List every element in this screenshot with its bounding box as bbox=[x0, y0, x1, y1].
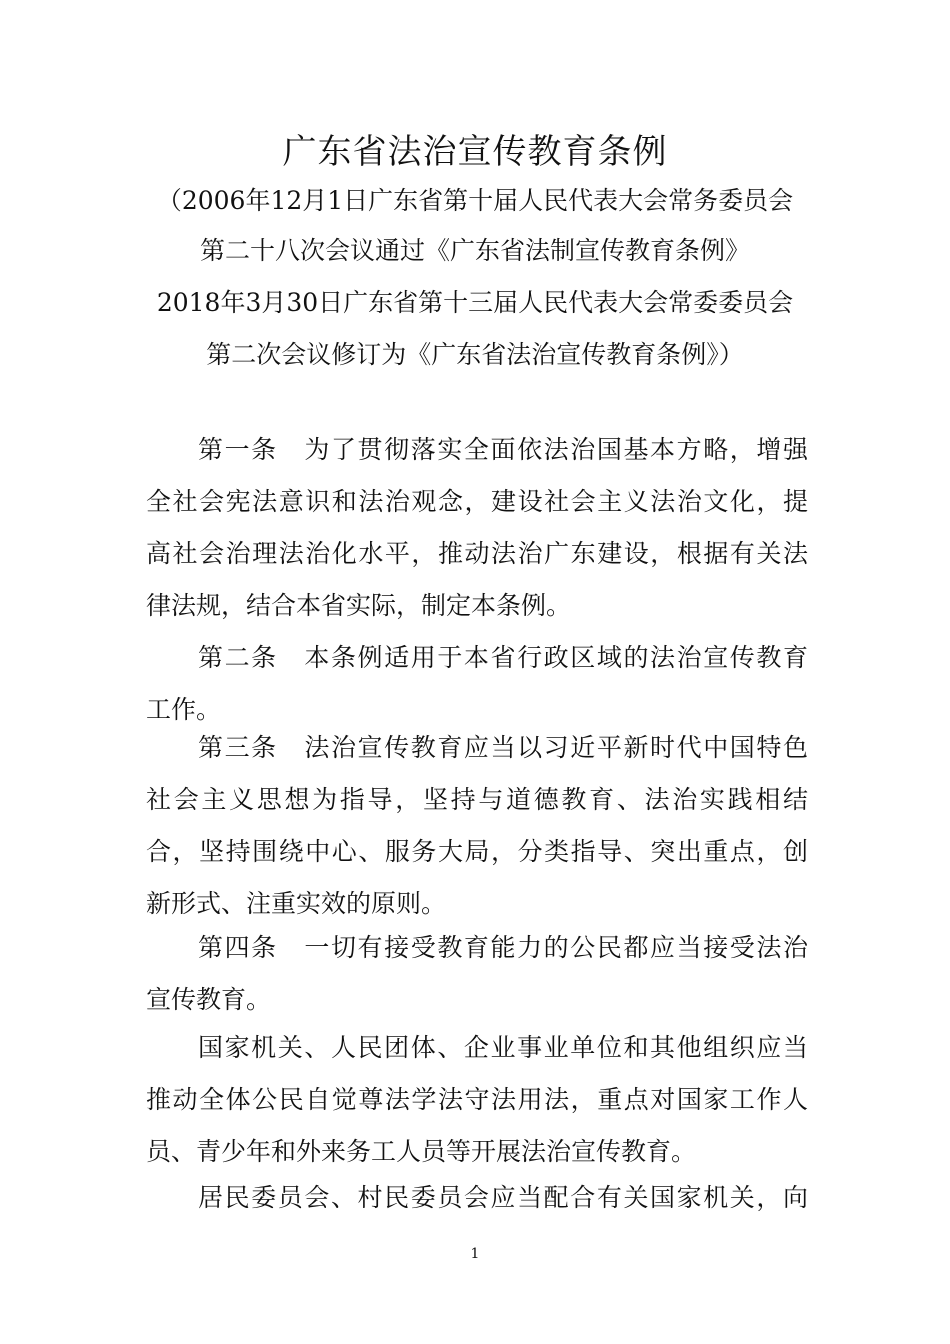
article-1-paragraph bbox=[146, 424, 808, 632]
article-4-paragraph-3 bbox=[146, 1172, 808, 1224]
document-title: 广东省法治宣传教育条例 bbox=[282, 132, 668, 172]
header-line-3: 2018年3月30日广东省第十三届人民代表大会常委委员会 bbox=[156, 288, 794, 317]
body-line: 第四条 一切有接受教育能力的公民都应当接受法治 bbox=[198, 933, 808, 962]
body-line: 居民委员会、村民委员会应当配合有关国家机关，向 bbox=[198, 1183, 808, 1212]
body-line: 工作。 bbox=[146, 695, 222, 724]
article-4-paragraph-2 bbox=[146, 1022, 808, 1178]
body-line: 国家机关、人民团体、企业事业单位和其他组织应当 bbox=[198, 1033, 808, 1062]
article-4-paragraph bbox=[146, 922, 808, 1026]
page-number: 1 bbox=[470, 1246, 480, 1262]
body-line: 高社会治理法治化水平，推动法治广东建设，根据有关法 bbox=[146, 539, 808, 568]
body-line: 律法规，结合本省实际，制定本条例。 bbox=[146, 591, 572, 620]
body-line: 员、青少年和外来务工人员等开展法治宣传教育。 bbox=[146, 1137, 697, 1166]
header-line-2: 第二十八次会议通过《广东省法制宣传教育条例》 bbox=[199, 236, 750, 265]
header-line-1: （2006年12月1日广东省第十届人民代表大会常务委员会 bbox=[156, 186, 794, 215]
body-line: 第二条 本条例适用于本省行政区域的法治宣传教育 bbox=[198, 643, 808, 672]
body-line: 新形式、注重实效的原则。 bbox=[146, 889, 447, 918]
body-line: 第三条 法治宣传教育应当以习近平新时代中国特色 bbox=[198, 733, 808, 762]
body-line: 推动全体公民自觉尊法学法守法用法，重点对国家工作人 bbox=[146, 1085, 808, 1114]
header-line-4: 第二次会议修订为《广东省法治宣传教育条例》） bbox=[206, 340, 744, 369]
body-line: 宣传教育。 bbox=[146, 985, 272, 1014]
body-line: 社会主义思想为指导，坚持与道德教育、法治实践相结 bbox=[146, 785, 808, 814]
body-line: 第一条 为了贯彻落实全面依法治国基本方略，增强 bbox=[198, 435, 808, 464]
article-2-paragraph bbox=[146, 632, 808, 736]
body-line: 合，坚持围绕中心、服务大局，分类指导、突出重点，创 bbox=[146, 837, 808, 866]
article-3-paragraph bbox=[146, 722, 808, 930]
body-line: 全社会宪法意识和法治观念，建设社会主义法治文化，提 bbox=[146, 487, 808, 516]
